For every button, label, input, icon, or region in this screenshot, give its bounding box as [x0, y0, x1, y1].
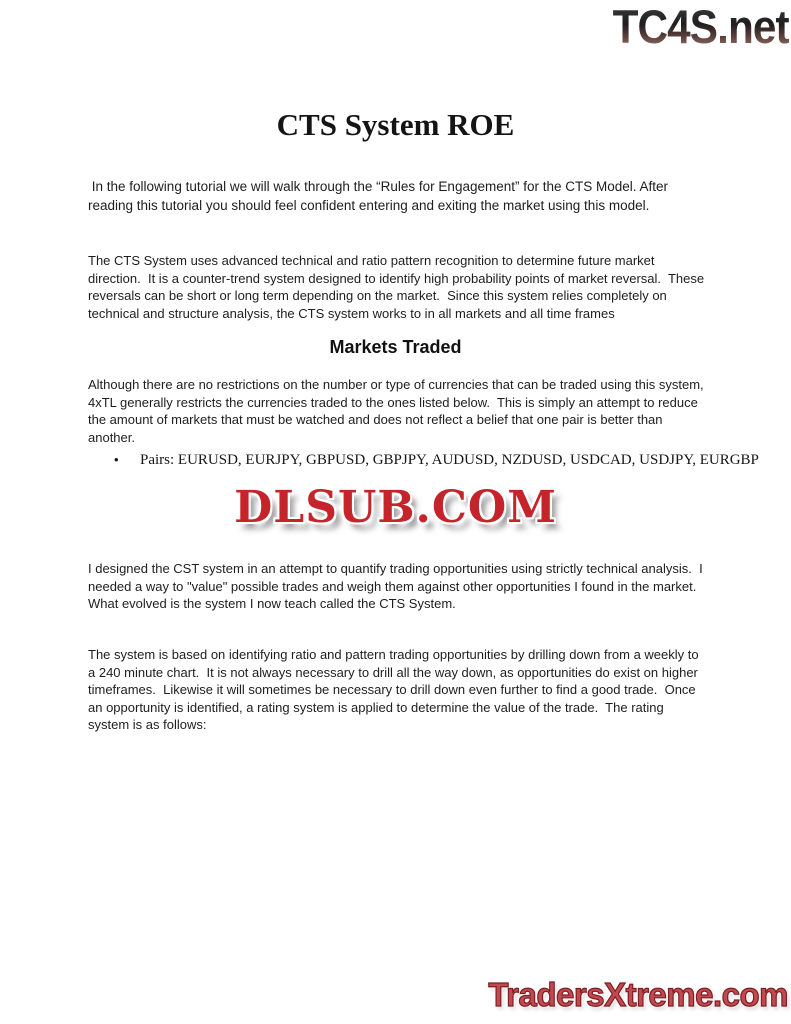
dlsub-watermark-logo: DLSUB.COM [234, 482, 557, 533]
page-title: CTS System ROE [276, 106, 515, 142]
tc4s-logo [593, 0, 789, 53]
system-design-paragraph: I designed the CST system in an attempt to quantify trading opportunities using strictly technical analysis. I needed a way to "value" possible trades and weigh them against other opportunities I found in the market. What evolved is the system I now teach called the CTS System. [88, 561, 707, 611]
tradersxtreme-logo: TradersXtreme.com [488, 976, 788, 1013]
pairs-list-item [114, 451, 760, 470]
rating-system-paragraph: The system is based on identifying ratio and pattern trading opportunities by drilling down from a weekly to a 240 minute chart. It is not always necessary to drill all the way down, as opportunities do exist on higher timeframes. Likewise it will sometimes be necessary to drill down even further to find a good trade. Once an opportunity is identified, a rating system is applied to determine the value of the trade. The rating system is as follows: [88, 647, 703, 732]
pairs-list-text: Pairs: EURUSD, EURJPY, GBPUSD, GBPJPY, AUDUSD, NZDUSD, USDCAD, USDJPY, EURGBP [140, 452, 759, 468]
pairs-list [88, 451, 760, 470]
intro-paragraph: In the following tutorial we will walk through the “Rules for Engagement” for the CTS Model. After reading this tutorial you should feel confident entering and exiting the market using this model. [88, 178, 672, 213]
markets-traded-heading: Markets Traded [329, 336, 462, 357]
system-overview-paragraph: The CTS System uses advanced technical and ratio pattern recognition to determine future market direction. It is a counter-trend system designed to identify high probability points of market reversal. These reversals can be short or long term depending on the market. Since this system relies completely on technical and structure analysis, the CTS system works to in all markets and all time frames [88, 253, 708, 321]
markets-paragraph: Although there are no restrictions on the number or type of currencies that can be traded using this system, 4xTL generally restricts the currencies traded to the ones listed below. This is simply an attempt to reduce the amount of markets that must be watched and does not reflect a belief that one pair is better than another. [88, 377, 708, 445]
bullet-icon: • [114, 452, 119, 467]
tc4s-logo-text: TC4S.net [612, 0, 789, 53]
